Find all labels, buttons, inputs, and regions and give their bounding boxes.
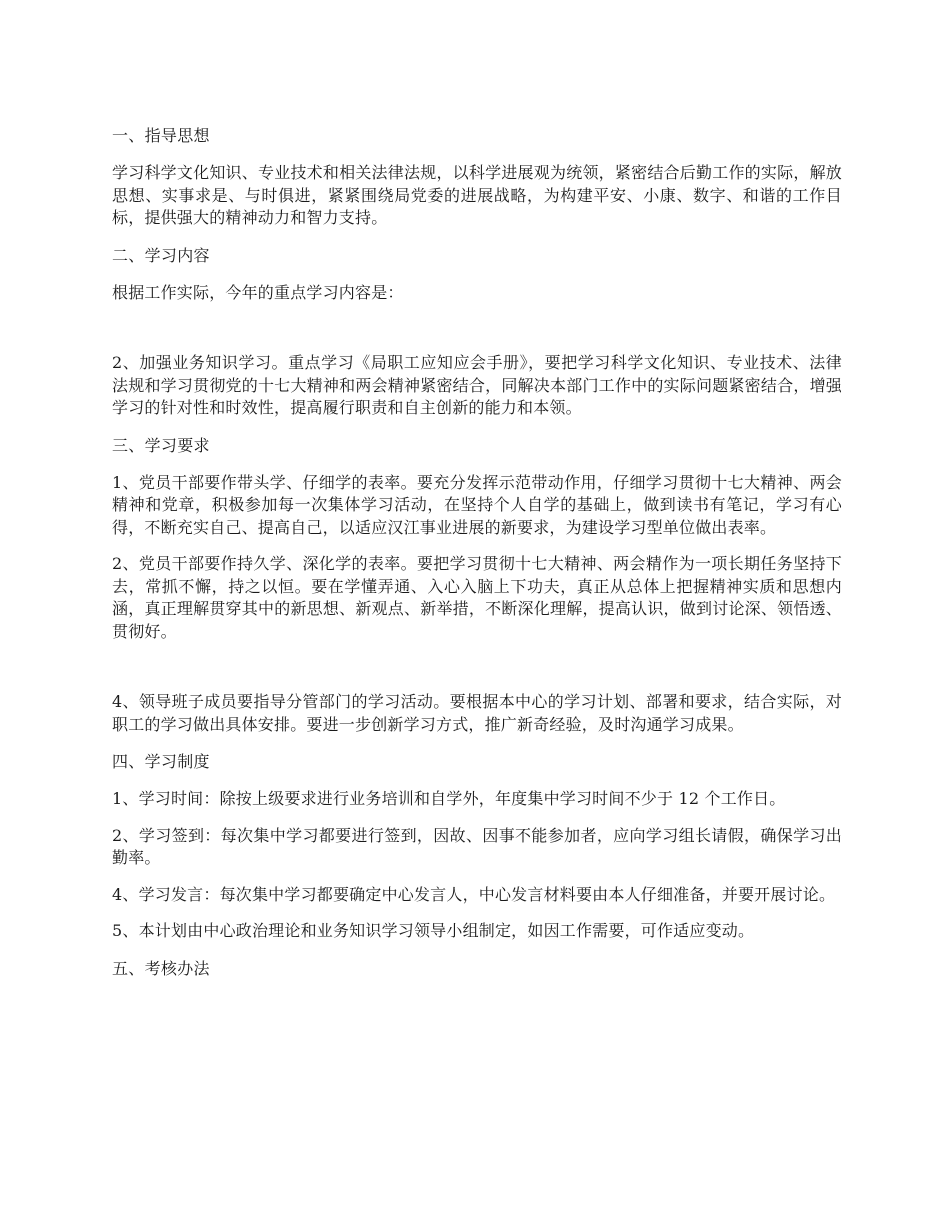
- section-heading-study-system: 四、学习制度: [112, 752, 210, 771]
- paragraph-system-1: 1、学习时间：除按上级要求进行业务培训和自学外，年度集中学习时间不少于 12 个工作日。: [112, 789, 786, 808]
- paragraph-guiding-ideology: 学习科学文化知识、专业技术和相关法律法规，以科学进展观为统领，紧密结合后勤工作的实际，解放思想、实事求是、与时俱进，紧紧围绕局党委的进展战略，为构建平安、小康、数字、和谐的工作目标，提供强大的精神动力和智力支持。: [112, 163, 842, 227]
- paragraph-study-content-item-2: 2、加强业务知识学习。重点学习《局职工应知应会手册》，要把学习科学文化知识、专业技术、法律法规和学习贯彻党的十七大精神和两会精神紧密结合，同解决本部门工作中的实际问题紧密结合，增强学习的针对性和时效性，提高履行职责和自主创新的能力和本领。: [112, 353, 842, 417]
- section-heading-assessment: 五、考核办法: [112, 958, 210, 978]
- section-heading-study-requirements: 三、学习要求: [112, 435, 210, 455]
- paragraph-requirement-2: 2、党员干部要作持久学、深化学的表率。要把学习贯彻十七大精神、两会精作为一项长期任务坚持下去，常抓不懈，持之以恒。要在学懂弄通、入心入脑上下功夫，真正从总体上把握精神实质和思想内涵，真正理解贯穿其中的新思想、新观点、新举措，不断深化理解，提高认识，做到讨论深、领悟透、贯彻好。: [112, 554, 842, 641]
- paragraph-system-4: 4、学习发言：每次集中学习都要确定中心发言人，中心发言材料要由本人仔细准备，并要开展讨论。: [112, 884, 836, 904]
- paragraph-study-content-intro: 根据工作实际，今年的重点学习内容是：: [112, 282, 404, 302]
- blank-gap: [112, 657, 842, 691]
- blank-gap: [112, 318, 842, 352]
- paragraph-system-5: 5、本计划由中心政治理论和业务知识学习领导小组制定，如因工作需要，可作适应变动。: [112, 921, 755, 940]
- document-page: [112, 124, 842, 995]
- paragraph-requirement-1: 1、党员干部要作带头学、仔细学的表率。要充分发挥示范带动作用，仔细学习贯彻十七大精神、两会精神和党章，积极参加每一次集体学习活动，在坚持个人自学的基础上，做到读书有笔记，学习有心得，不断充实自己、提高自己，以适应汉江事业进展的新要求，为建设学习型单位做出表率。: [112, 472, 842, 537]
- section-heading-guiding-ideology: 一、指导思想: [112, 126, 210, 145]
- section-heading-study-content: 二、学习内容: [112, 245, 210, 265]
- paragraph-requirement-4: 4、领导班子成员要指导分管部门的学习活动。要根据本中心的学习计划、部署和要求，结合实际，对职工的学习做出具体安排。要进一步创新学习方式，推广新奇经验，及时沟通学习成果。: [112, 692, 842, 734]
- paragraph-system-2: 2、学习签到：每次集中学习都要进行签到，因故、因事不能参加者，应向学习组长请假，确保学习出勤率。: [112, 825, 842, 867]
